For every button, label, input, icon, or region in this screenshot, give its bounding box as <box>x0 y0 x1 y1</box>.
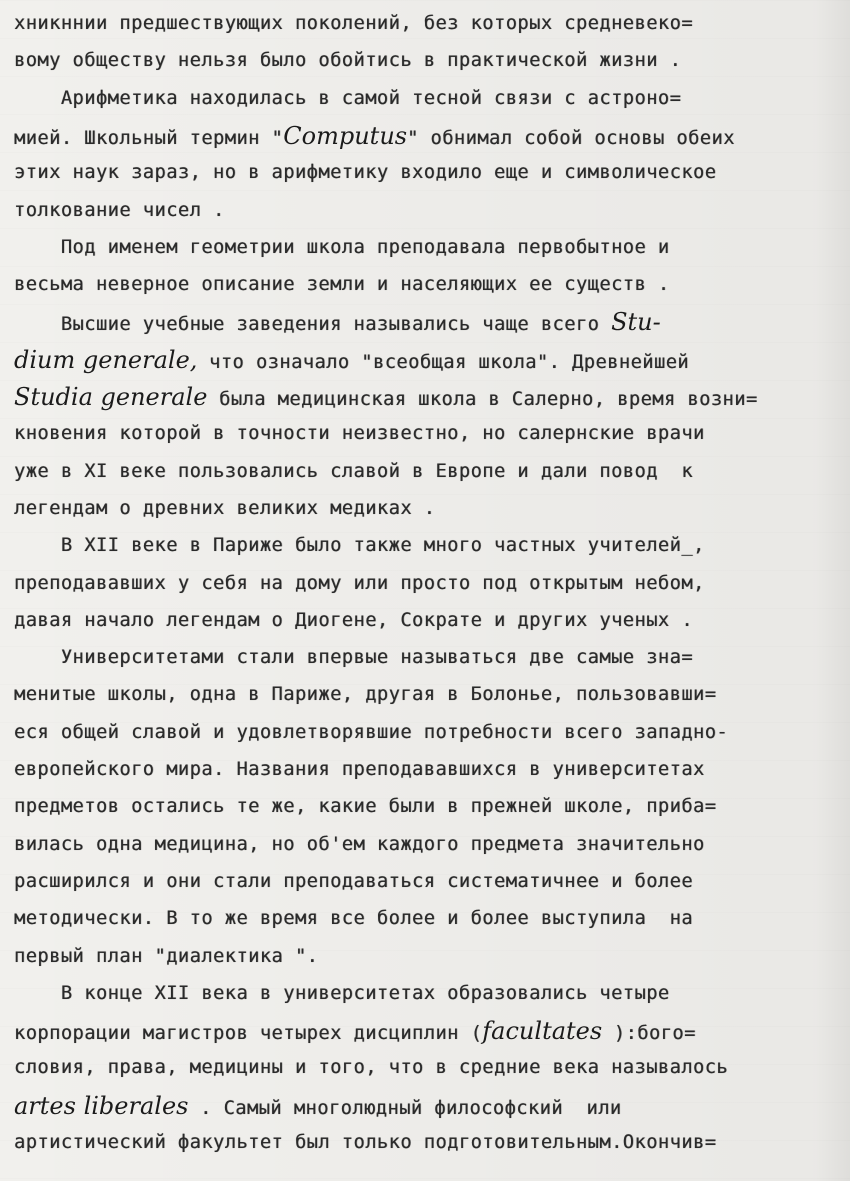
text-line <box>14 6 834 42</box>
typed-text: уже в XI веке пользовались славой в Европе и дали повод к <box>14 460 694 482</box>
typed-text: менитые школы, одна в Париже, другая в Болонье, пользовавши= <box>14 684 717 706</box>
text-line <box>14 491 834 527</box>
text-line <box>14 827 834 863</box>
handwritten-term: dium generale, <box>14 345 198 374</box>
text-line <box>14 342 834 378</box>
typed-text: что означало "всеобщая школа". Древнейшей <box>197 351 690 373</box>
text-line <box>14 118 834 154</box>
handwritten-term: artes liberales <box>14 1091 189 1120</box>
text-line <box>14 1088 834 1124</box>
typed-text: . Самый многолюдный философский или <box>188 1097 622 1119</box>
text-line <box>14 864 834 900</box>
typed-text: толкование чисел . <box>14 199 225 221</box>
typed-text: европейского мира. Названия преподававшихся в университетах <box>14 759 705 780</box>
typed-text: преподававших у себя на дому или просто под открытым небом, <box>14 572 705 594</box>
text-line <box>14 193 834 229</box>
typed-text: Арифметика находилась в самой тесной связи с астроно= <box>14 87 682 109</box>
typed-text: давая начало легендам о Диогене, Сократе и других ученых . <box>14 609 694 631</box>
text-line <box>14 528 834 564</box>
typed-text: корпорации магистров четырех дисциплин ( <box>14 1023 483 1045</box>
text-line <box>14 1013 834 1049</box>
text-line <box>14 640 834 676</box>
typed-text: мией. Школьный термин " <box>14 127 284 149</box>
typed-text: предметов остались те же, какие были в прежней школе, приба= <box>14 796 717 818</box>
typed-text: была медицинская школа в Салерно, время возни= <box>207 389 758 410</box>
text-line <box>14 752 834 788</box>
handwritten-term: Computus <box>283 121 408 150</box>
typed-text: кновения которой в точности неизвестно, но салернские врачи <box>14 423 705 445</box>
typed-text: легендам о древних великих медиках . <box>14 497 436 519</box>
text-line <box>14 454 834 490</box>
typed-text: этих наук зараз, но в арифметику входило еще и символическое <box>14 162 717 184</box>
typed-text: артистический факультет был только подготовительным.Окончив= <box>14 1132 717 1153</box>
handwritten-term: facultates <box>482 1017 603 1046</box>
text-line <box>14 566 834 602</box>
typed-text: Под именем геометрии школа преподавала первобытное и <box>14 236 670 258</box>
text-line <box>14 603 834 639</box>
typed-text: В конце XII века в университетах образовались четыре <box>14 982 670 1004</box>
typed-text: В XII веке в Париже было также много частных учителей_, <box>14 535 705 557</box>
text-line <box>14 901 834 937</box>
text-line <box>14 416 834 452</box>
text-line <box>14 1125 834 1161</box>
typed-text: методически. В то же время все более и более выступила на <box>14 908 694 930</box>
typed-text: расширился и они стали преподаваться систематичнее и более <box>14 870 694 892</box>
typed-text: вому обществу нельзя было обойтись в практической жизни . <box>14 50 682 72</box>
handwritten-term: Studia generale <box>14 383 208 411</box>
typed-text: хникннии предшествующих поколений, без которых средневеко= <box>14 13 694 34</box>
typed-text: первый план "диалектика ". <box>14 945 319 967</box>
typed-text: еся общей славой и удовлетворявшие потребности всего западно- <box>14 721 729 743</box>
typed-text: вилась одна медицина, но об'ем каждого предмета значительно <box>14 833 705 855</box>
text-line <box>14 1050 834 1086</box>
text-line <box>14 677 834 713</box>
typed-text: весьма неверное описание земли и населяющих ее существ . <box>14 274 670 296</box>
text-line <box>14 43 834 79</box>
text-line <box>14 939 834 975</box>
text-line <box>14 155 834 191</box>
text-line <box>14 976 834 1012</box>
typed-text: ):бого= <box>602 1023 696 1045</box>
text-line <box>14 715 834 751</box>
text-line <box>14 230 834 266</box>
typed-text: Университетами стали впервые называться две самые зна= <box>14 647 694 669</box>
text-line <box>14 81 834 117</box>
text-line <box>14 267 834 303</box>
typed-text: Высшие учебные заведения назывались чаще всего <box>14 314 612 336</box>
text-line <box>14 789 834 825</box>
handwritten-term: Stu- <box>611 308 661 337</box>
typed-text: " обнимал собой основы обеих <box>407 127 735 149</box>
text-line <box>14 379 834 415</box>
typed-text: словия, права, медицины и того, что в средние века называлось <box>14 1057 729 1079</box>
text-line <box>14 304 834 340</box>
